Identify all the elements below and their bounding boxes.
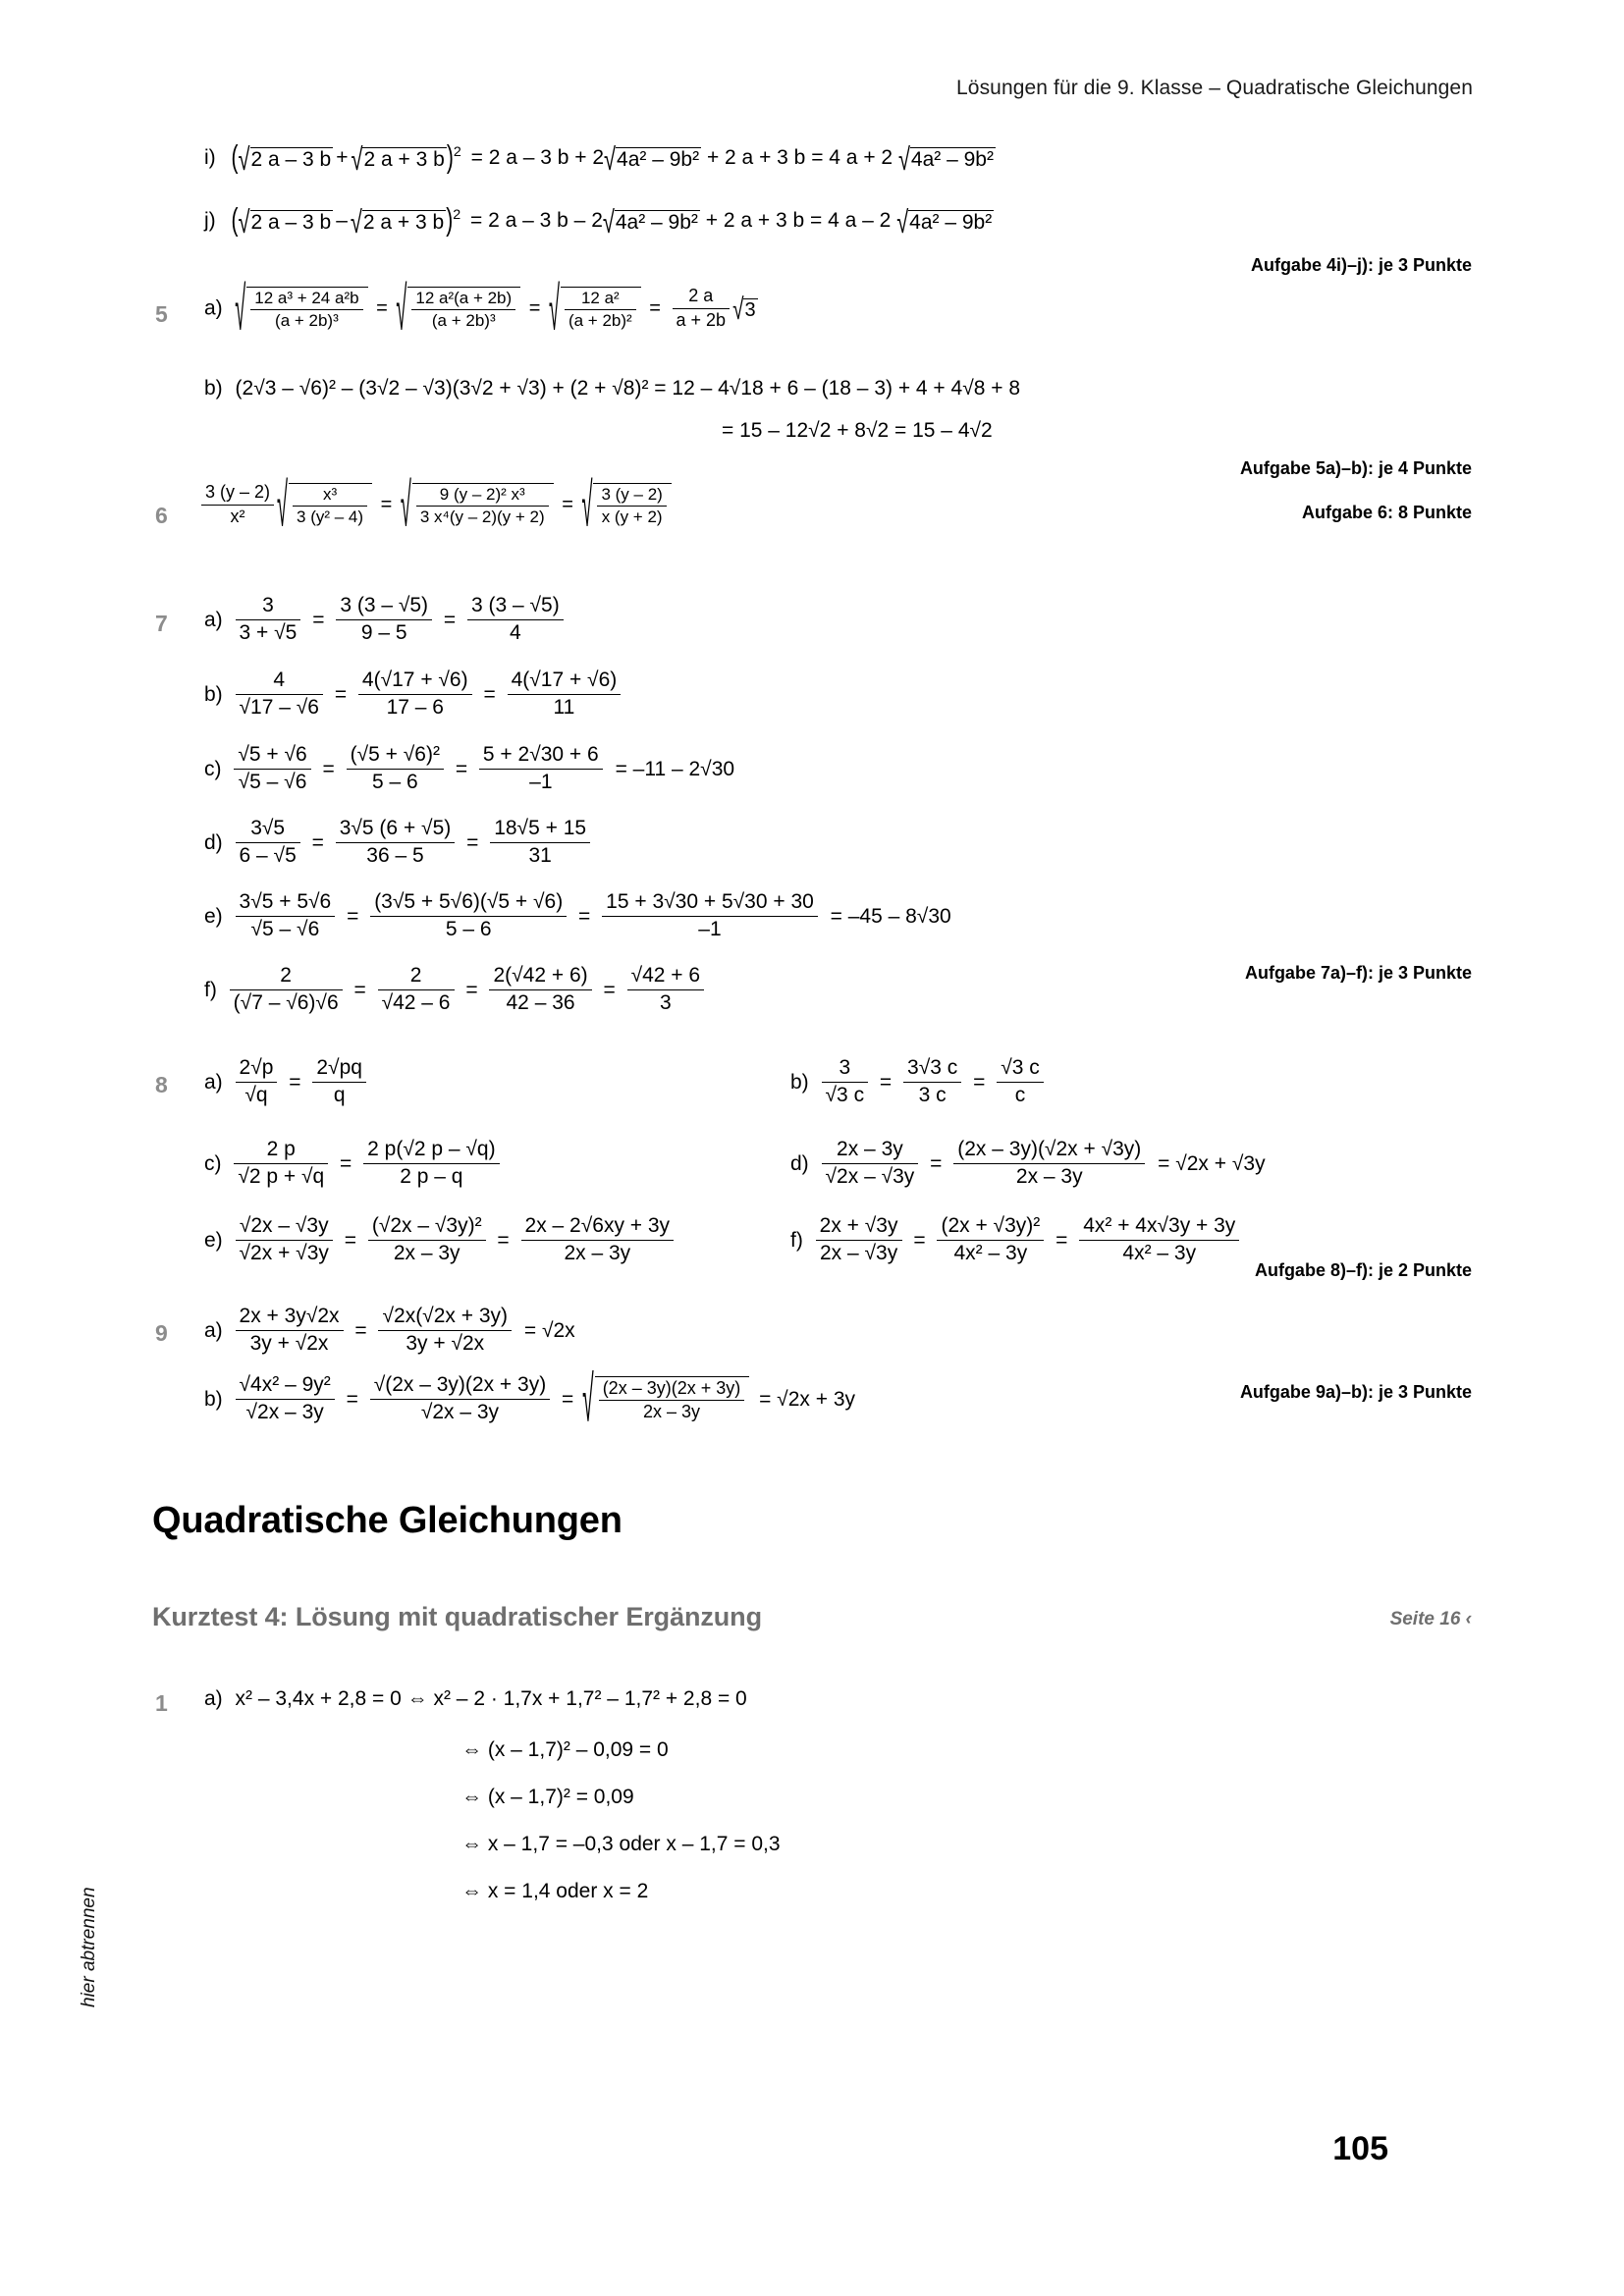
equation-kt1a-line2: ⇔ (x – 1,7)² – 0,09 = 0 <box>461 1738 669 1761</box>
equals: = <box>311 830 324 854</box>
fraction-r2: $\frac{\text{9 (y – 2)² x³}}{\text{3 x⁴(y – 2)(y + 2)}}$ <box>416 485 549 527</box>
equals: = <box>312 608 325 631</box>
equals: = <box>346 1387 358 1411</box>
radical-outer <box>582 1366 749 1437</box>
radical-4a2-9b2: √4a² – 9b² <box>602 203 698 240</box>
equals: = <box>334 682 348 706</box>
item-letter-a: a) <box>204 1687 223 1710</box>
equation-4j <box>204 202 994 240</box>
radical-3: √3 <box>732 293 756 327</box>
rhs-part-1: = 2 a – 3 b + 2 <box>470 146 605 170</box>
paren-open: ( <box>231 202 239 239</box>
result: = √2x + √3y <box>1158 1151 1266 1175</box>
points-note-7: Aufgabe 7a)–f): je 3 Punkte <box>1244 963 1472 983</box>
fraction-2: $\frac{2}{√42 - 6}$ <box>378 964 455 1016</box>
item-letter-b: b) <box>204 682 223 706</box>
radical-sign: √ <box>238 140 250 178</box>
page-reference: Seite 16 ‹ <box>1389 1609 1472 1629</box>
fraction-1: $\frac{\text{12 a³ + 24 a²b}}{\text{(a + 2b)³}}$ <box>250 289 362 331</box>
points-note-5: Aufgabe 5a)–b): je 4 Punkte <box>1239 458 1472 478</box>
fraction-2: $\frac{2 p(√2 p - √q)}{2 p - q}$ <box>363 1138 499 1190</box>
equation-8b <box>790 1057 1047 1109</box>
item-letter-j: j) <box>204 209 216 233</box>
equals: = <box>879 1070 893 1094</box>
equation-8d <box>790 1139 1266 1191</box>
fraction-3: $\frac{18√5 + 15}{31}$ <box>490 817 590 869</box>
radical-sign: √ <box>400 473 411 541</box>
equation-5a <box>204 277 758 345</box>
equals: = <box>973 1070 986 1094</box>
fraction-2: $\frac{(3√5 + 5√6)(√5 + √6)}{5 - 6}$ <box>370 890 567 942</box>
equals: = <box>376 297 388 320</box>
item-letter-f: f) <box>204 978 217 1001</box>
radical-sign: √ <box>732 293 744 327</box>
equation-8e <box>204 1215 677 1267</box>
exercise-number-8: 8 <box>155 1072 168 1097</box>
equals: = <box>340 1151 352 1175</box>
result: = –11 – 2√30 <box>615 757 735 780</box>
fraction-3: $\frac{5 + 2√30 + 6}{-1}$ <box>479 743 603 795</box>
fraction-1: $\frac{3√5 + 5√6}{√5 - √6}$ <box>236 890 336 942</box>
radical-2a-3b: √2 a – 3 b <box>238 140 332 178</box>
fraction-r1: $\frac{\text{x³}}{\text{3 (y² – 4)}}$ <box>293 485 367 527</box>
equation-8f <box>790 1215 1242 1267</box>
item-letter-b: b) <box>204 377 223 400</box>
paren-open: ( <box>231 139 239 176</box>
item-letter-a: a) <box>204 608 223 631</box>
radical-sign: √ <box>396 277 407 345</box>
result: = √2x <box>523 1318 575 1342</box>
equals: = <box>347 904 359 928</box>
exercise-number-5: 5 <box>155 301 168 327</box>
fraction-1: $\frac{√2x - √3y}{√2x + √3y}$ <box>236 1214 333 1266</box>
fraction-2: $\frac{√2x(√2x + 3y)}{3y + √2x}$ <box>378 1305 512 1357</box>
radical-sign: √ <box>351 140 363 178</box>
page-number: 105 <box>1332 2130 1388 2167</box>
equation-7d <box>204 818 593 870</box>
fraction-1: $\frac{\text{√4x² – 9y²}}{√2x - 3y}$ <box>236 1373 335 1425</box>
equation-4i <box>204 139 996 178</box>
fraction-1: $\frac{2}{(√7 - √6)√6}$ <box>230 964 343 1016</box>
radical-sign: √ <box>604 140 617 178</box>
operator-plus: + <box>336 146 349 170</box>
points-note-4: Aufgabe 4i)–j): je 3 Punkte <box>1250 255 1472 275</box>
paren-close: ) <box>446 202 454 239</box>
equation-5b-body: (2√3 – √6)² – (3√2 – √3)(3√2 + √3) + (2 + √8)² = 12 – 4√18 + 6 – (18 – 3) + 4 + 4√8 + 8 <box>235 377 1021 400</box>
exponent: 2 <box>453 144 461 161</box>
item-letter-e: e) <box>204 904 223 928</box>
equals: = <box>562 1387 574 1411</box>
equation-7f <box>204 965 707 1017</box>
fraction-1: $\frac{2 p}{√2 p + √q}$ <box>234 1138 328 1190</box>
radical-outer-1 <box>235 277 367 345</box>
equals: = <box>483 682 496 706</box>
fraction-3: $\frac{4(√17 + √6)}{11}$ <box>508 668 622 721</box>
equals: = <box>322 757 335 780</box>
fraction-1: $\frac{√5 + √6}{√5 - √6}$ <box>234 743 310 795</box>
item-letter-f: f) <box>790 1228 803 1252</box>
result: = –45 – 8√30 <box>830 904 951 928</box>
radical-sign: √ <box>897 140 910 178</box>
equals: = <box>354 1318 367 1342</box>
fraction-1: $\frac{3√5}{6 - √5}$ <box>236 817 300 869</box>
fraction-1: $\frac{4}{√17 - √6}$ <box>236 668 323 721</box>
fraction-3: $\frac{2(√42 + 6)}{42 - 36}$ <box>489 964 591 1016</box>
fraction-1: $\frac{3}{3 + √5}$ <box>236 594 301 646</box>
fraction-1: $\frac{2√p}{√q}$ <box>236 1056 278 1108</box>
equation-7b <box>204 669 623 721</box>
equals: = <box>455 757 468 780</box>
equation-kt1a-line3: ⇔ (x – 1,7)² = 0,09 <box>461 1786 634 1808</box>
equals: = <box>353 978 366 1001</box>
fraction-1: $\frac{3}{√3 c}$ <box>822 1056 869 1108</box>
exercise-number-6: 6 <box>155 503 168 528</box>
rhs-part-2: + 2 a + 3 b = 4 a + 2 <box>706 146 893 170</box>
fraction-2: $\frac{\text{12 a²(a + 2b)}}{\text{(a + 2b)³}}$ <box>411 289 515 331</box>
equals: = <box>466 830 479 854</box>
exercise-number-9: 9 <box>155 1320 168 1346</box>
item-letter-d: d) <box>204 830 223 854</box>
paren-close: ) <box>446 139 454 176</box>
item-letter-i: i) <box>204 146 216 170</box>
equals: = <box>465 978 478 1001</box>
points-note-8: Aufgabe 8)–f): je 2 Punkte <box>1254 1260 1472 1280</box>
points-note-6: Aufgabe 6: 8 Punkte <box>1301 503 1472 522</box>
item-letter-b: b) <box>204 1387 223 1411</box>
equals: = <box>528 297 541 320</box>
fraction-1: $\frac{2x + √3y}{2x - √3y}$ <box>816 1214 902 1266</box>
fraction-2: $\frac{\text{(2x + √3y)²}}{\text{4x² – 3y}}$ <box>937 1214 1044 1266</box>
equation-7a <box>204 595 567 647</box>
equation-8c <box>204 1139 503 1191</box>
fraction-3: $\frac{√3 c}{c}$ <box>997 1056 1044 1108</box>
equation-5b-line1 <box>204 378 1020 399</box>
equals: = <box>562 494 573 516</box>
equals: = <box>649 297 661 320</box>
equals: = <box>380 494 393 516</box>
fraction-2: $\frac{4(√17 + √6)}{17 - 6}$ <box>358 668 472 721</box>
equation-body: x² – 3,4x + 2,8 = 0 ⇔ x² – 2 · 1,7x + 1,7² – 1,7² + 2,8 = 0 <box>235 1687 747 1710</box>
fraction-2: $\frac{√(2x - 3y)(2x + 3y)}{√2x - 3y}$ <box>370 1373 551 1425</box>
radical-sign: √ <box>581 473 593 541</box>
exercise-number-kt1: 1 <box>155 1690 168 1716</box>
fraction-2: $\frac{\text{(√2x – √3y)²}}{2x - 3y}$ <box>368 1214 486 1266</box>
item-letter-e: e) <box>204 1228 223 1252</box>
fraction-2: $\frac{2√pq}{q}$ <box>312 1056 366 1108</box>
radical-4a2-9b2: √4a² – 9b² <box>604 140 700 178</box>
equation-8a <box>204 1057 369 1109</box>
operator-minus: – <box>336 209 348 233</box>
radical-4a2-9b2-final: √4a² – 9b² <box>896 203 993 240</box>
item-letter-a: a) <box>204 1070 223 1094</box>
item-letter-d: d) <box>790 1151 809 1175</box>
equation-kt1a-line4: ⇔ x – 1,7 = –0,3 oder x – 1,7 = 0,3 <box>461 1833 781 1855</box>
rhs-part-2: + 2 a + 3 b = 4 a – 2 <box>705 209 892 233</box>
fraction-3: $\frac{2x - 2√6xy + 3y}{2x - 3y}$ <box>521 1214 675 1266</box>
side-tab-label: hier abtrennen <box>79 1887 99 2007</box>
radical-2 <box>400 473 554 541</box>
subsection-title: Kurztest 4: Lösung mit quadratischer Ergänzung <box>152 1602 762 1631</box>
item-letter-a: a) <box>204 1318 223 1342</box>
fraction-2: $\frac{3√5 (6 + √5)}{36 - 5}$ <box>336 817 456 869</box>
item-letter-c: c) <box>204 1151 222 1175</box>
fraction-3: $\frac{\text{4x² + 4x√3y + 3y}}{\text{4x² – 3y}}$ <box>1079 1214 1239 1266</box>
side-tab-tear-off <box>57 1787 99 2012</box>
radical-sign: √ <box>350 203 362 240</box>
equation-9a <box>204 1306 575 1358</box>
fraction-2: $\frac{(2x - 3y)(√2x + √3y)}{2x - 3y}$ <box>953 1138 1145 1190</box>
result: = √2x + 3y <box>759 1387 855 1411</box>
fraction-lead: $\frac{3 (y - 2)}{\text{x²}}$ <box>201 482 274 526</box>
equals: = <box>344 1228 356 1252</box>
equals: = <box>497 1228 510 1252</box>
radical-4a2-9b2-final: √4a² – 9b² <box>897 140 994 178</box>
equation-6 <box>198 473 672 541</box>
rhs-part-1: = 2 a – 3 b – 2 <box>470 209 603 233</box>
equals: = <box>603 978 616 1001</box>
radical-sign: √ <box>602 203 615 240</box>
fraction-3: $\frac{15 + 3√30 + 5√30 + 30}{-1}$ <box>602 890 818 942</box>
equation-9b <box>204 1366 855 1437</box>
radical-2a+3b: √2 a + 3 b <box>350 203 445 240</box>
equals: = <box>930 1151 943 1175</box>
radical-sign: √ <box>548 277 560 345</box>
fraction-3: $\frac{(2x - 3y)(2x + 3y)}{2x - 3y}$ <box>599 1378 745 1422</box>
equation-kt1a-line5: ⇔ x = 1,4 oder x = 2 <box>461 1880 649 1902</box>
item-letter-b: b) <box>790 1070 809 1094</box>
radical-sign: √ <box>896 203 909 240</box>
radical-2a+3b: √2 a + 3 b <box>351 140 445 178</box>
item-letter-a: a) <box>204 296 223 320</box>
radical-outer-3 <box>548 277 641 345</box>
equals: = <box>913 1228 926 1252</box>
radical-sign: √ <box>582 1366 594 1437</box>
equation-kt1a-line1 <box>204 1688 747 1709</box>
radical-1 <box>277 473 372 541</box>
equals: = <box>289 1070 301 1094</box>
equals: = <box>578 904 591 928</box>
fraction-2: $\frac{\text{(√5 + √6)²}}{5 - 6}$ <box>347 743 444 795</box>
page-title: Quadratische Gleichungen <box>152 1500 623 1541</box>
radical-3 <box>581 473 671 541</box>
equals: = <box>1056 1228 1068 1252</box>
fraction-r3: $\frac{3 (y - 2)}{x (y + 2)}$ <box>597 485 666 527</box>
equation-7e <box>204 891 951 943</box>
item-letter-c: c) <box>204 757 222 780</box>
fraction-1: $\frac{2x - 3y}{√2x - √3y}$ <box>822 1138 919 1190</box>
fraction-2: $\frac{3√3 c}{3 c}$ <box>903 1056 961 1108</box>
equals: = <box>443 608 457 631</box>
points-note-9: Aufgabe 9a)–b): je 3 Punkte <box>1239 1382 1472 1402</box>
radical-sign: √ <box>277 473 289 541</box>
radical-sign: √ <box>238 203 250 240</box>
fraction-3: $\frac{\text{12 a²}}{\text{(a + 2b)²}}$ <box>565 289 636 331</box>
radical-sign: √ <box>235 277 246 345</box>
fraction-1: $\frac{2x + 3y√2x}{3y + √2x}$ <box>236 1305 344 1357</box>
fraction-3: $\frac{3 (3 - √5)}{4}$ <box>467 594 564 646</box>
exercise-number-7: 7 <box>155 611 168 636</box>
radical-outer-2 <box>396 277 520 345</box>
running-header: Lösungen für die 9. Klasse – Quadratische Gleichungen <box>956 77 1473 99</box>
fraction-4: $\frac{2 a}{a + 2b}$ <box>673 286 731 330</box>
equation-5b-line2: = 15 – 12√2 + 8√2 = 15 – 4√2 <box>722 419 993 442</box>
radical-2a-3b: √2 a – 3 b <box>238 203 332 240</box>
fraction-2: $\frac{3 (3 - √5)}{9 - 5}$ <box>336 594 432 646</box>
exponent: 2 <box>453 207 461 224</box>
fraction-4: $\frac{√42 + 6}{3}$ <box>627 964 705 1016</box>
equation-7c <box>204 744 734 796</box>
